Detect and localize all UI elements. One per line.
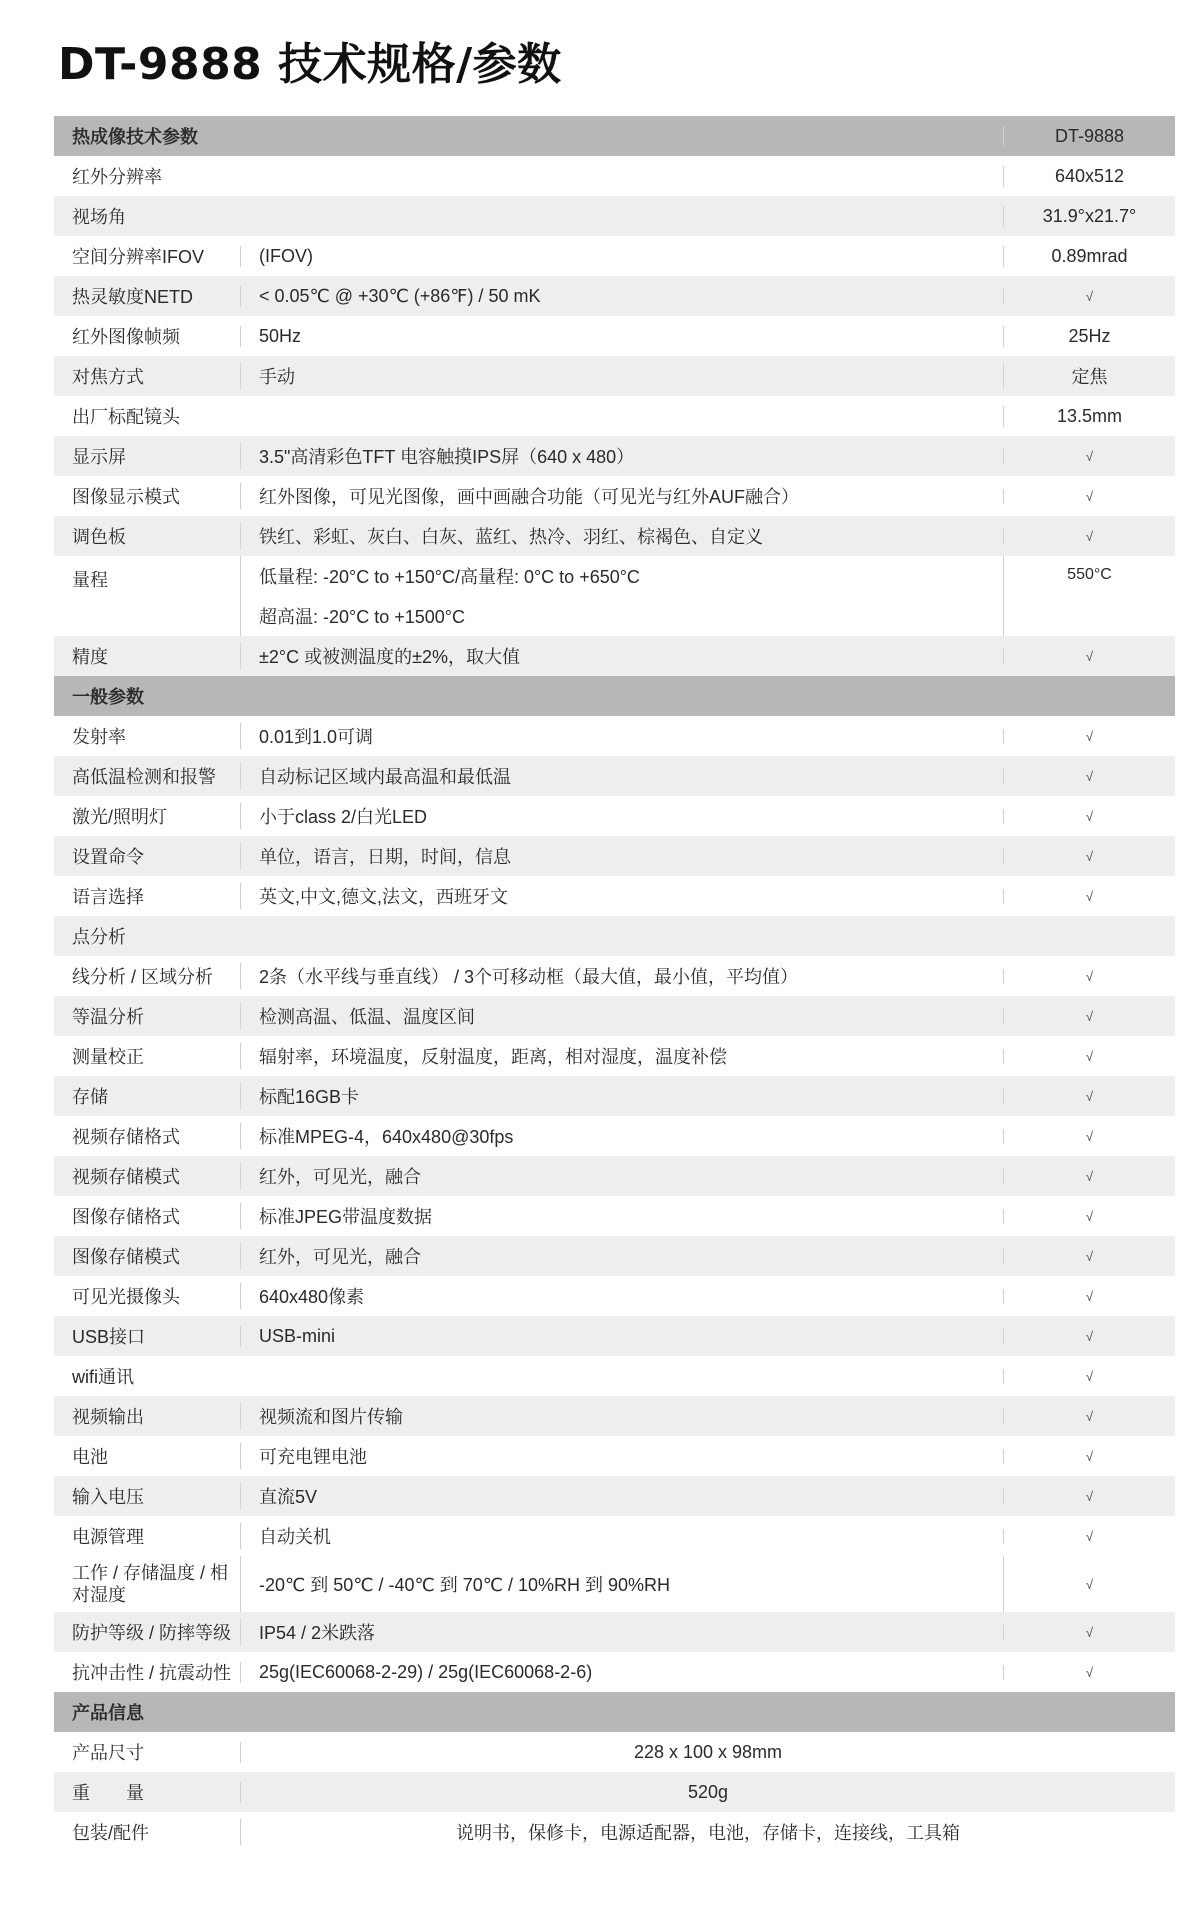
- table-row: [54, 356, 1175, 396]
- table-row: [54, 1732, 1175, 1772]
- table-row: [54, 996, 1175, 1036]
- table-row: [54, 1276, 1175, 1316]
- table-row: [54, 916, 1175, 956]
- spec-name: 精度: [72, 647, 108, 667]
- table-row: [54, 1316, 1175, 1356]
- table-row: [54, 1516, 1175, 1556]
- spec-name: 工作 / 存储温度 / 相对湿度: [72, 1563, 229, 1605]
- table-row: [54, 1356, 1175, 1396]
- spec-desc: 标准JPEG带温度数据: [240, 1203, 1003, 1229]
- spec-value: √: [1003, 1009, 1175, 1024]
- spec-desc: 单位，语言，日期，时间，信息: [240, 843, 1003, 869]
- spec-name: 高低温检测和报警: [72, 767, 216, 787]
- spec-desc: 0.01到1.0可调: [240, 723, 1003, 749]
- spec-value: √: [1003, 849, 1175, 864]
- spec-desc: 视频流和图片传输: [240, 1403, 1003, 1429]
- spec-value: √: [1003, 529, 1175, 544]
- table-row: [54, 476, 1175, 516]
- spec-desc: 小于class 2/白光LED: [240, 803, 1003, 829]
- table-row: [54, 276, 1175, 316]
- spec-value: √: [1003, 1129, 1175, 1144]
- spec-name: 测量校正: [72, 1047, 144, 1067]
- table-row: [54, 236, 1175, 276]
- spec-desc: 英文,中文,德文,法文，西班牙文: [240, 883, 1003, 909]
- spec-name: 点分析: [72, 927, 126, 947]
- spec-name: 量程: [72, 570, 108, 590]
- spec-value: √: [1003, 1049, 1175, 1064]
- spec-desc: [240, 556, 1003, 636]
- spec-value: √: [1003, 1089, 1175, 1104]
- spec-desc: < 0.05℃ @ +30℃ (+86℉) / 50 mK: [240, 286, 1003, 307]
- spec-desc: 25g(IEC60068-2-29) / 25g(IEC60068-2-6): [240, 1662, 1003, 1683]
- spec-desc: 铁红、彩虹、灰白、白灰、蓝红、热冷、羽红、棕褐色、自定义: [240, 523, 1003, 549]
- spec-name: 显示屏: [72, 447, 126, 467]
- spec-value: 550°C: [1003, 556, 1175, 636]
- table-row: [54, 1772, 1175, 1812]
- spec-value: √: [1003, 889, 1175, 904]
- spec-name: 出厂标配镜头: [72, 407, 180, 427]
- spec-desc: 3.5"高清彩色TFT 电容触摸IPS屏（640 x 480）: [240, 443, 1003, 469]
- section-label: 一般参数: [72, 687, 144, 707]
- page-title: DT-9888 技术规格/参数: [58, 39, 562, 90]
- spec-desc: 标配16GB卡: [240, 1083, 1003, 1109]
- table-row-accuracy: [54, 636, 1175, 676]
- spec-name: 图像存储格式: [72, 1207, 180, 1227]
- spec-name: 视场角: [72, 207, 126, 227]
- spec-name: 视频输出: [72, 1407, 144, 1427]
- table-row: [54, 1476, 1175, 1516]
- spec-desc: 2条（水平线与垂直线） / 3个可移动框（最大值，最小值，平均值）: [240, 963, 1003, 989]
- spec-value: √: [1003, 729, 1175, 744]
- spec-value: √: [1003, 1249, 1175, 1264]
- spec-value: 定焦: [1003, 363, 1175, 389]
- table-row: [54, 196, 1175, 236]
- spec-value: √: [1003, 1369, 1175, 1384]
- spec-name: 调色板: [72, 527, 126, 547]
- table-row: [54, 956, 1175, 996]
- spec-name: 空间分辨率IFOV: [72, 247, 205, 267]
- table-row: [54, 1116, 1175, 1156]
- spec-value: √: [1003, 1489, 1175, 1504]
- spec-desc: 自动关机: [240, 1523, 1003, 1549]
- table-row: [54, 716, 1175, 756]
- spec-desc: ±2°C 或被测温度的±2%，取大值: [240, 643, 1003, 669]
- spec-name: 存储: [72, 1087, 108, 1107]
- spec-desc: 640x480像素: [240, 1283, 1003, 1309]
- spec-value: √: [1003, 769, 1175, 784]
- spec-value: √: [1003, 449, 1175, 464]
- spec-value: 640x512: [1003, 166, 1175, 187]
- table-row: [54, 1652, 1175, 1692]
- spec-value: 0.89mrad: [1003, 246, 1175, 267]
- spec-desc: 手动: [240, 363, 1003, 389]
- spec-name: 抗冲击性 / 抗震动性: [72, 1663, 232, 1683]
- spec-value: √: [1003, 969, 1175, 984]
- spec-value: √: [1003, 1169, 1175, 1184]
- spec-value: √: [1003, 1665, 1175, 1680]
- spec-name: 热灵敏度NETD: [72, 287, 193, 307]
- table-row: [54, 396, 1175, 436]
- spec-name: 红外图像帧频: [72, 327, 180, 347]
- spec-desc: IP54 / 2米跌落: [240, 1619, 1003, 1645]
- spec-name: 对焦方式: [72, 367, 144, 387]
- spec-desc: (IFOV): [240, 246, 1003, 267]
- range-line-2: 超高温: -20°C to +1500°C: [259, 607, 465, 627]
- table-row: [54, 1196, 1175, 1236]
- spec-name: 红外分辨率: [72, 167, 162, 187]
- spec-name: 图像显示模式: [72, 487, 180, 507]
- spec-value: 13.5mm: [1003, 406, 1175, 427]
- spec-desc: 红外，可见光，融合: [240, 1243, 1003, 1269]
- spec-name: 电源管理: [72, 1527, 144, 1547]
- spec-name: 线分析 / 区域分析: [72, 967, 214, 987]
- section-header-product: [54, 1692, 1175, 1732]
- spec-name: 等温分析: [72, 1007, 144, 1027]
- spec-desc: 自动标记区域内最高温和最低温: [240, 763, 1003, 789]
- table-row: [54, 876, 1175, 916]
- spec-name: 防护等级 / 防摔等级: [72, 1623, 232, 1643]
- table-row: [54, 1612, 1175, 1652]
- spec-name: 重 量: [72, 1783, 144, 1803]
- spec-name: 设置命令: [72, 847, 144, 867]
- table-row: [54, 1436, 1175, 1476]
- section-header-thermal: [54, 116, 1175, 156]
- spec-value: √: [1003, 1329, 1175, 1344]
- spec-desc: 检测高温、低温、温度区间: [240, 1003, 1003, 1029]
- spec-value: √: [1003, 489, 1175, 504]
- spec-desc: 红外图像，可见光图像，画中画融合功能（可见光与红外AUF融合）: [240, 483, 1003, 509]
- section-label: 热成像技术参数: [72, 127, 198, 147]
- spec-value: √: [1003, 1209, 1175, 1224]
- spec-desc: USB-mini: [240, 1326, 1003, 1347]
- spec-value: 520g: [240, 1782, 1175, 1803]
- spec-name: 图像存储模式: [72, 1247, 180, 1267]
- table-row: [54, 1236, 1175, 1276]
- spec-name: 可见光摄像头: [72, 1287, 180, 1307]
- spec-value: √: [1003, 1625, 1175, 1640]
- model-column-header: DT-9888: [1003, 126, 1175, 147]
- spec-value: √: [1003, 809, 1175, 824]
- spec-name: 语言选择: [72, 887, 144, 907]
- spec-name: 输入电压: [72, 1487, 144, 1507]
- table-row: [54, 796, 1175, 836]
- spec-value: 25Hz: [1003, 326, 1175, 347]
- table-row-work-temp: [54, 1556, 1175, 1612]
- spec-desc: 红外，可见光，融合: [240, 1163, 1003, 1189]
- spec-value: √: [1003, 1529, 1175, 1544]
- spec-value: 说明书，保修卡，电源适配器，电池，存储卡，连接线，工具箱: [240, 1819, 1175, 1845]
- spec-value: √: [1003, 289, 1175, 304]
- spec-value: √: [1003, 1556, 1175, 1612]
- table-row: [54, 316, 1175, 356]
- table-row: [54, 516, 1175, 556]
- table-row: [54, 1076, 1175, 1116]
- spec-value: 228 x 100 x 98mm: [240, 1742, 1175, 1763]
- spec-desc: -20℃ 到 50℃ / -40℃ 到 70℃ / 10%RH 到 90%RH: [240, 1556, 1003, 1612]
- table-row-range: [54, 556, 1175, 636]
- table-row: [54, 756, 1175, 796]
- spec-value: √: [1003, 1289, 1175, 1304]
- spec-name: 产品尺寸: [72, 1743, 144, 1763]
- spec-desc: 50Hz: [240, 326, 1003, 347]
- spec-name: 发射率: [72, 727, 126, 747]
- table-row: [54, 156, 1175, 196]
- spec-value: √: [1003, 1409, 1175, 1424]
- spec-name: 电池: [72, 1447, 108, 1467]
- spec-value: √: [1003, 1449, 1175, 1464]
- spec-name: USB接口: [72, 1327, 146, 1347]
- table-row: [54, 1812, 1175, 1852]
- table-row: [54, 1396, 1175, 1436]
- spec-name: 激光/照明灯: [72, 807, 168, 827]
- spec-name: 包装/配件: [72, 1823, 150, 1843]
- range-line-1: 低量程: -20°C to +150°C/高量程: 0°C to +650°C: [259, 567, 640, 587]
- spec-value: 31.9°x21.7°: [1003, 206, 1175, 227]
- spec-desc: 可充电锂电池: [240, 1443, 1003, 1469]
- spec-table: [54, 116, 1175, 1852]
- section-header-general: [54, 676, 1175, 716]
- table-row: [54, 436, 1175, 476]
- spec-name: wifi通讯: [72, 1367, 134, 1387]
- table-row: [54, 1156, 1175, 1196]
- table-row: [54, 836, 1175, 876]
- spec-name: 视频存储模式: [72, 1167, 180, 1187]
- section-label: 产品信息: [72, 1703, 144, 1723]
- table-row: [54, 1036, 1175, 1076]
- spec-desc: 标准MPEG-4，640x480@30fps: [240, 1123, 1003, 1149]
- spec-desc: 直流5V: [240, 1483, 1003, 1509]
- spec-name: 视频存储格式: [72, 1127, 180, 1147]
- spec-desc: 辐射率，环境温度，反射温度，距离，相对湿度，温度补偿: [240, 1043, 1003, 1069]
- spec-value: √: [1003, 649, 1175, 664]
